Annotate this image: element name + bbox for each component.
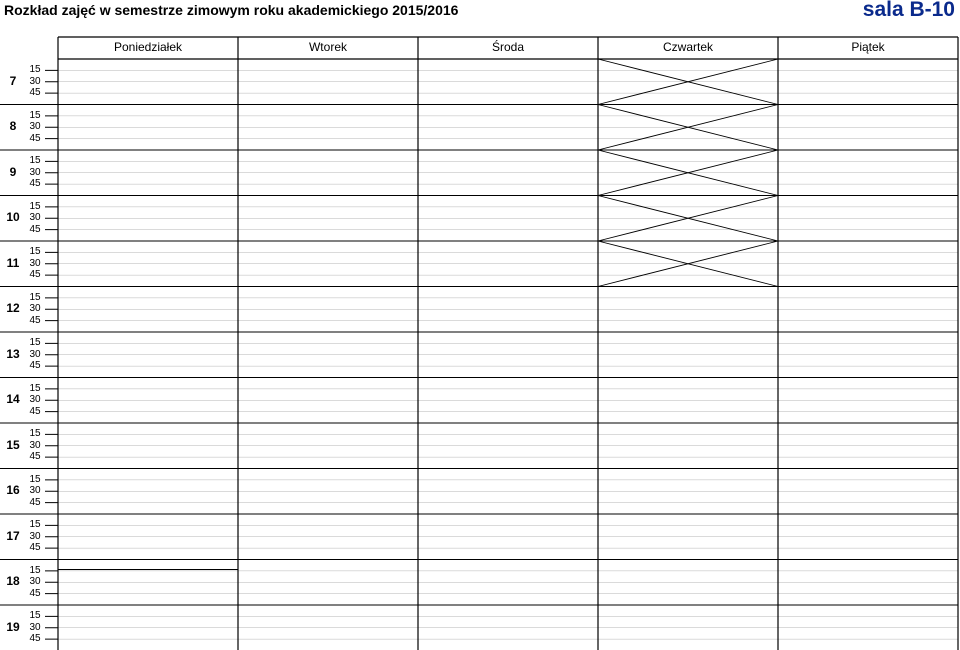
minute-label: 15 [29, 473, 41, 485]
hour-label-10: 10 [6, 210, 20, 225]
hour-label-18: 18 [6, 574, 20, 589]
minute-label: 30 [29, 439, 41, 451]
minute-label: 45 [29, 405, 41, 417]
minute-label: 45 [29, 496, 41, 508]
minute-label: 15 [29, 337, 41, 349]
minute-label: 30 [29, 121, 41, 133]
minute-label: 45 [29, 87, 41, 99]
hour-label-8: 8 [9, 119, 17, 134]
day-header-3: Środa [491, 40, 525, 54]
minute-label: 15 [29, 382, 41, 394]
day-header-4: Czwartek [662, 40, 713, 54]
minute-label: 15 [29, 519, 41, 531]
minute-label: 45 [29, 223, 41, 235]
minute-label: 15 [29, 246, 41, 258]
minute-label: 30 [29, 394, 41, 406]
hour-label-7: 7 [9, 73, 17, 88]
minute-label: 15 [29, 428, 41, 440]
minute-label: 15 [29, 564, 41, 576]
minute-label: 45 [29, 314, 41, 326]
hour-label-17: 17 [6, 528, 20, 543]
minute-label: 45 [29, 451, 41, 463]
minute-label: 15 [29, 610, 41, 622]
minute-label: 15 [29, 291, 41, 303]
minute-label: 30 [29, 257, 41, 269]
hour-label-12: 12 [6, 301, 20, 316]
day-header-1: Poniedziałek [113, 40, 183, 54]
minute-label: 45 [29, 587, 41, 599]
minute-label: 30 [29, 303, 41, 315]
minute-label: 30 [29, 75, 41, 87]
minute-label: 15 [29, 200, 41, 212]
hour-label-11: 11 [6, 255, 20, 270]
minute-label: 45 [29, 178, 41, 190]
hour-label-16: 16 [6, 483, 20, 498]
minute-label: 15 [29, 64, 41, 76]
hour-label-19: 19 [6, 619, 20, 634]
hour-label-13: 13 [6, 346, 20, 361]
minute-label: 30 [29, 166, 41, 178]
page-title: Rozkład zajęć w semestrze zimowym roku akademickiego 2015/2016 [4, 2, 459, 18]
minute-label: 45 [29, 269, 41, 281]
minute-label: 15 [29, 155, 41, 167]
minute-label: 30 [29, 621, 41, 633]
hour-label-9: 9 [9, 164, 17, 179]
day-header-2: Wtorek [308, 40, 347, 54]
day-header-5: Piątek [851, 40, 885, 54]
minute-label: 30 [29, 576, 41, 588]
minute-label: 45 [29, 360, 41, 372]
minute-label: 30 [29, 212, 41, 224]
room-label: sala B-10 [862, 0, 955, 21]
minute-label: 30 [29, 485, 41, 497]
minute-label: 30 [29, 348, 41, 360]
minute-label: 30 [29, 530, 41, 542]
hour-label-14: 14 [6, 392, 20, 407]
minute-label: 45 [29, 633, 41, 645]
minute-label: 45 [29, 132, 41, 144]
minute-label: 45 [29, 542, 41, 554]
hour-label-15: 15 [6, 437, 20, 452]
minute-label: 15 [29, 109, 41, 121]
